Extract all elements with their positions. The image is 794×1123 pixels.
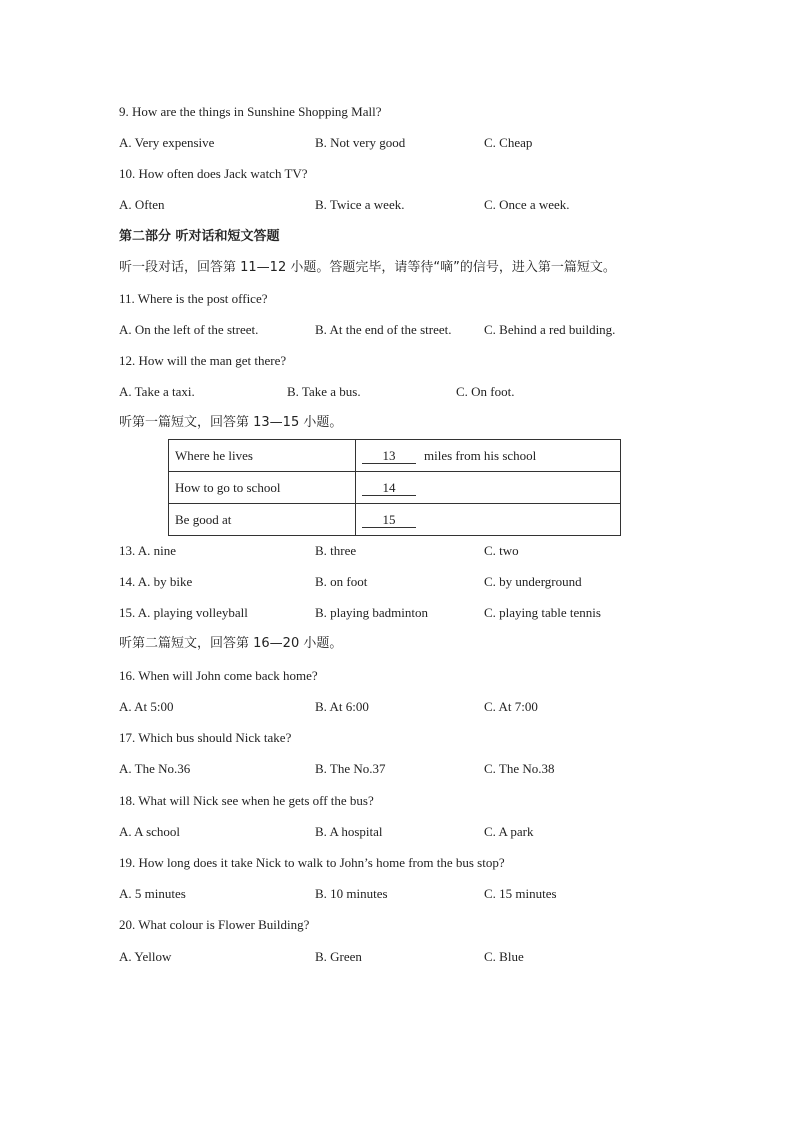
q15-option-a: 15. A. playing volleyball [119,605,248,620]
q9-option-b: B. Not very good [315,135,406,150]
q20-option-b: B. Green [315,949,362,964]
answer-blank: 13 [362,449,416,464]
q15-option-b: B. playing badminton [315,605,429,620]
q20-option-a: A. Yellow [119,949,172,964]
table-answer-cell [356,472,621,504]
passage-2-instruction: 听第二篇短文，回答第 16—20 小题。 [119,636,343,651]
passage-1-instruction: 听第一篇短文，回答第 13—15 小题。 [119,415,343,430]
table-row [169,504,621,536]
q10-option-c: C. Once a week. [484,197,570,212]
q16-option-b: B. At 6:00 [315,699,369,714]
question-19: 19. How long does it take Nick to walk to John’s home from the bus stop? [119,855,505,870]
question-20: 20. What colour is Flower Building? [119,917,310,932]
question-18: 18. What will Nick see when he gets off the bus? [119,793,374,808]
q17-option-c: C. The No.38 [484,761,555,776]
question-11: 11. Where is the post office? [119,291,268,306]
q12-option-b: B. Take a bus. [287,384,361,399]
q9-option-a: A. Very expensive [119,135,215,150]
q11-option-a: A. On the left of the street. [119,322,259,337]
table-label: Be good at [169,504,356,536]
q10-option-b: B. Twice a week. [315,197,405,212]
q18-option-c: C. A park [484,824,534,839]
q10-option-a: A. Often [119,197,165,212]
table-label: Where he lives [169,440,356,472]
q18-option-a: A. A school [119,824,181,839]
q14-option-a: 14. A. by bike [119,574,193,589]
q13-option-b: B. three [315,543,357,558]
table-row [169,440,621,472]
q12-option-c: C. On foot. [456,384,515,399]
answer-blank: 14 [362,481,416,496]
q12-option-a: A. Take a taxi. [119,384,195,399]
table-answer-cell [356,440,621,472]
table-answer-cell [356,504,621,536]
q16-option-a: A. At 5:00 [119,699,174,714]
table-label: How to go to school [169,472,356,504]
q13-option-a: 13. A. nine [119,543,177,558]
q19-option-b: B. 10 minutes [315,886,388,901]
answer-blank: 15 [362,513,416,528]
q18-option-b: B. A hospital [315,824,383,839]
q17-option-b: B. The No.37 [315,761,386,776]
q16-option-c: C. At 7:00 [484,699,538,714]
passage-1-table [168,439,621,536]
q11-option-b: B. At the end of the street. [315,322,452,337]
question-9: 9. How are the things in Sunshine Shopping Mall? [119,104,382,119]
q15-option-c: C. playing table tennis [484,605,601,620]
table-row [169,472,621,504]
table-suffix: miles from his school [424,447,537,463]
section-2-heading: 第二部分 听对话和短文答题 [119,229,280,244]
q20-option-c: C. Blue [484,949,524,964]
question-16: 16. When will John come back home? [119,668,318,683]
q19-option-c: C. 15 minutes [484,886,557,901]
q14-option-c: C. by underground [484,574,582,589]
q17-option-a: A. The No.36 [119,761,191,776]
question-12: 12. How will the man get there? [119,353,287,368]
q19-option-a: A. 5 minutes [119,886,186,901]
q11-option-c: C. Behind a red building. [484,322,616,337]
q13-option-c: C. two [484,543,519,558]
section-2-instruction: 听一段对话，回答第 11—12 小题。答题完毕，请等待“嘀”的信号，进入第一篇短文。 [119,260,616,275]
question-10: 10. How often does Jack watch TV? [119,166,308,181]
q9-option-c: C. Cheap [484,135,533,150]
q14-option-b: B. on foot [315,574,368,589]
question-17: 17. Which bus should Nick take? [119,730,292,745]
